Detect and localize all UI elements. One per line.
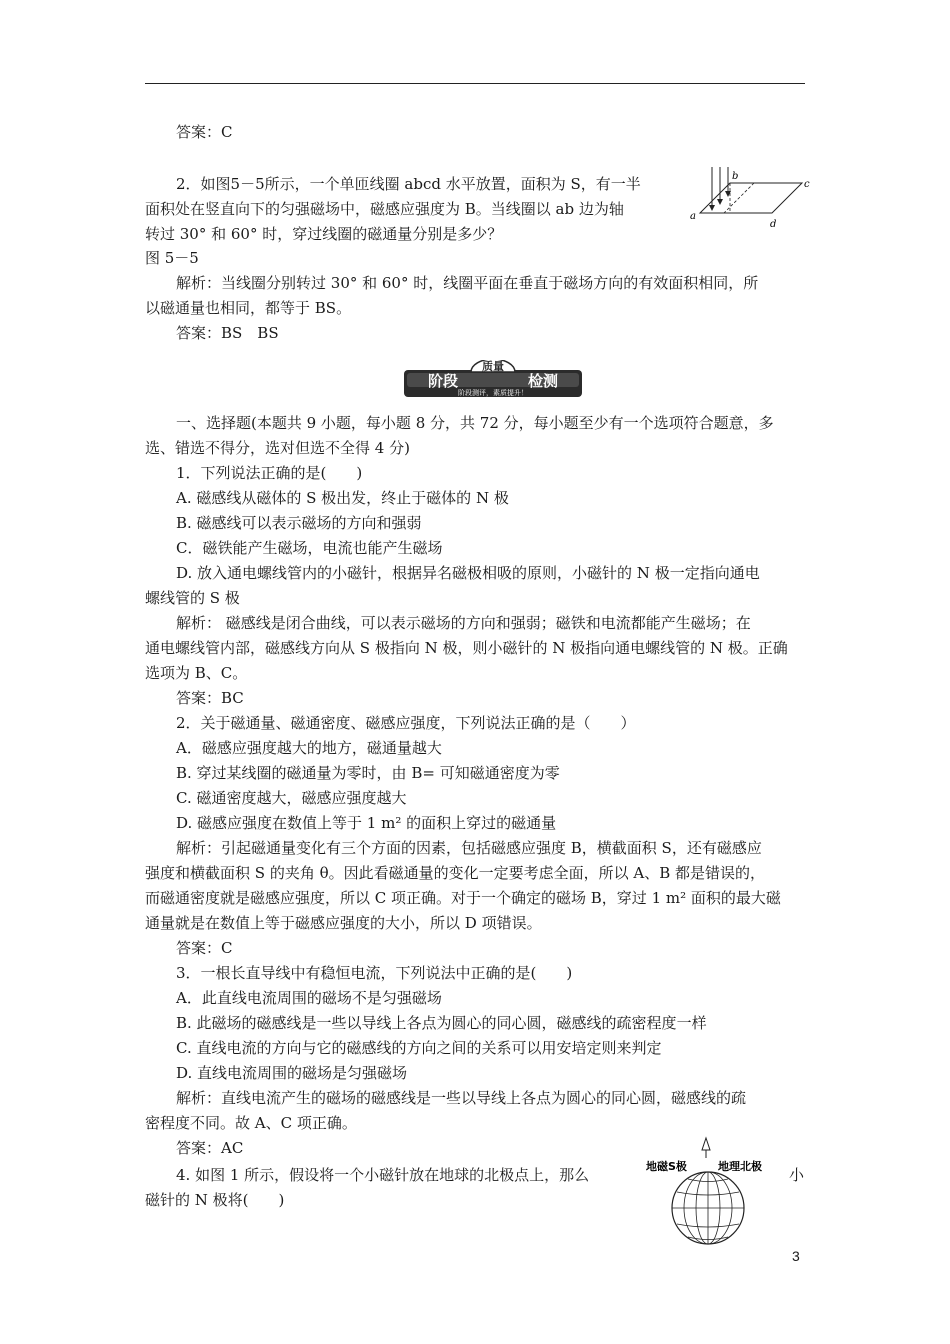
solution-line: 以磁通量也相同，都等于 BS。 <box>145 299 352 317</box>
option-c: C. 磁通密度越大，磁感应强度越大 <box>176 789 407 807</box>
section-heading-line-2: 选、错选不得分，选对但选不全得 4 分) <box>145 439 410 457</box>
answer-line: 答案：C <box>176 939 233 957</box>
figure-5-5-coil-diagram <box>684 165 814 233</box>
figure-1-earth-globe <box>640 1136 790 1246</box>
problem-4-question: 4. 如图 1 所示，假设将一个小磁针放在地球的北极点上，那么 <box>176 1166 590 1184</box>
answer-line: 答案：C <box>176 123 233 141</box>
solution-line: 解析：引起磁通量变化有三个方面的因素，包括磁感应强度 B，横截面积 S，还有磁感应 <box>176 839 762 857</box>
question-2-line-1: 2．如图5－5所示，一个单匝线圈 abcd 水平放置，面积为 S，有一半 <box>176 175 641 193</box>
option-c: C．磁铁能产生磁场，电流也能产生磁场 <box>176 539 443 557</box>
banner-title-top: 质量 <box>482 360 504 373</box>
question-2-line-3: 转过 30° 和 60° 时，穿过线圈的磁通量分别是多少？ <box>145 225 503 243</box>
option-d-continued: 螺线管的 S 极 <box>145 589 240 607</box>
figure-label-geographic-north: 地理北极 <box>718 1160 762 1173</box>
problem-2-question: 2．关于磁通量、磁通密度、磁感应强度，下列说法正确的是（ ） <box>176 714 636 732</box>
banner-title-right: 检测 <box>527 372 559 390</box>
solution-line: 解析：直线电流产生的磁场的磁感线是一些以导线上各点为圆心的同心圆，磁感线的疏 <box>176 1089 747 1107</box>
option-d: D. 磁感应强度在数值上等于 1 m² 的面积上穿过的磁通量 <box>176 814 557 832</box>
section-heading-line-1: 一、选择题(本题共 9 小题，每小题 8 分，共 72 分，每小题至少有一个选项符合题意，多 <box>176 414 774 432</box>
page-number: 3 <box>792 1248 800 1264</box>
section-banner <box>403 360 583 398</box>
option-b: B. 磁感线可以表示磁场的方向和强弱 <box>176 514 422 532</box>
problem-4-question-tail: 小 <box>789 1166 805 1184</box>
solution-line: 强度和横截面积 S 的夹角 θ。因此看磁通量的变化一定要考虑全面，所以 A、B 都是错误的， <box>145 864 766 882</box>
figure-caption: 图 5－5 <box>145 249 199 267</box>
figure-label-magnetic-s: 地磁S极 <box>646 1160 687 1173</box>
figure-label: b <box>732 171 739 182</box>
header-rule <box>145 83 805 84</box>
solution-line: 通电螺线管内部，磁感线方向从 S 极指向 N 极，则小磁针的 N 极指向通电螺线管的 N 极。正确 <box>145 639 788 657</box>
figure-label: d <box>770 219 777 230</box>
figure-label: c <box>804 179 810 190</box>
solution-line: 选项为 B、C。 <box>145 664 248 682</box>
option-c: C. 直线电流的方向与它的磁感线的方向之间的关系可以用安培定则来判定 <box>176 1039 662 1057</box>
question-2-line-2: 面积处在竖直向下的匀强磁场中，磁感应强度为 B。当线圈以 ab 边为轴 <box>145 200 624 218</box>
banner-subtitle: 阶段测评，素质提升！ <box>458 389 528 397</box>
problem-3-question: 3．一根长直导线中有稳恒电流，下列说法中正确的是( ) <box>176 964 573 982</box>
option-b: B. 穿过某线圈的磁通量为零时，由 B= 可知磁通密度为零 <box>176 764 560 782</box>
solution-line: 解析：当线圈分别转过 30° 和 60° 时，线圈平面在垂直于磁场方向的有效面积相同，所 <box>176 274 759 292</box>
option-d: D. 直线电流周围的磁场是匀强磁场 <box>176 1064 408 1082</box>
problem-4-question-line-2: 磁针的 N 极将( ) <box>145 1191 285 1209</box>
banner-title-left: 阶段 <box>427 372 459 390</box>
option-a: A．此直线电流周围的磁场不是匀强磁场 <box>176 989 442 1007</box>
problem-1-question: 1．下列说法正确的是( ) <box>176 464 363 482</box>
option-a: A．磁感应强度越大的地方，磁通量越大 <box>176 739 442 757</box>
solution-line: 解析： 磁感线是闭合曲线，可以表示磁场的方向和强弱；磁铁和电流都能产生磁场；在 <box>176 614 751 632</box>
solution-line: 通量就是在数值上等于磁感应强度的大小，所以 D 项错误。 <box>145 914 542 932</box>
solution-line: 而磁通密度就是磁感应强度，所以 C 项正确。对于一个确定的磁场 B，穿过 1 m² 面积的最大磁 <box>145 889 781 907</box>
option-b: B. 此磁场的磁感线是一些以导线上各点为圆心的同心圆，磁感线的疏密程度一样 <box>176 1014 707 1032</box>
answer-line: 答案：BS BS <box>176 324 279 342</box>
answer-line: 答案：BC <box>176 689 244 707</box>
figure-label: a <box>690 211 696 222</box>
option-a: A. 磁感线从磁体的 S 极出发，终止于磁体的 N 极 <box>176 489 509 507</box>
solution-line: 密程度不同。故 A、C 项正确。 <box>145 1114 357 1132</box>
option-d: D. 放入通电螺线管内的小磁针，根据异名磁极相吸的原则，小磁针的 N 极一定指向通电 <box>176 564 760 582</box>
answer-line: 答案：AC <box>176 1139 244 1157</box>
